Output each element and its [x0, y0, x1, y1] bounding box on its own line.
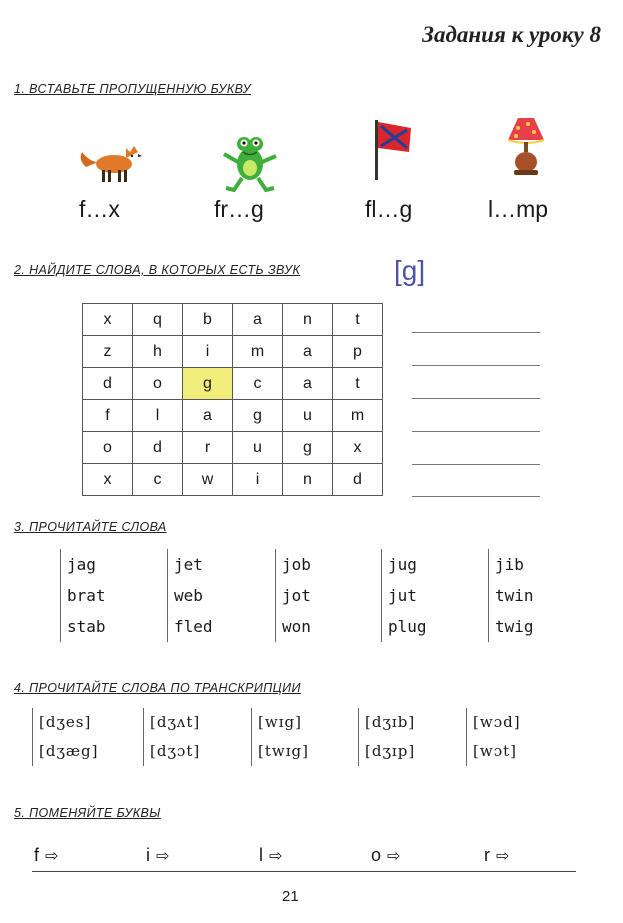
- task4-heading: 4. ПРОЧИТАЙТЕ СЛОВА ПО ТРАНСКРИПЦИИ: [14, 681, 301, 695]
- word: won: [282, 617, 311, 636]
- letter: r: [484, 845, 490, 865]
- change-item: [484, 845, 509, 866]
- grid-cell: n: [283, 464, 333, 496]
- word: fled: [174, 617, 213, 636]
- grid-cell: g: [233, 400, 283, 432]
- transcription-column: [143, 708, 200, 766]
- answer-line[interactable]: [412, 365, 540, 366]
- sound-symbol: [g]: [394, 255, 426, 286]
- grid-cell: r: [183, 432, 233, 464]
- grid-cell: c: [233, 368, 283, 400]
- grid-cell: m: [233, 336, 283, 368]
- word-lamp: l…mp: [488, 196, 549, 222]
- answer-line[interactable]: [412, 464, 540, 465]
- transcription: [wɪg]: [258, 713, 302, 731]
- grid-cell: z: [83, 336, 133, 368]
- grid-cell: m: [333, 400, 383, 432]
- task1-heading: 1. ВСТАВЬТЕ ПРОПУЩЕННУЮ БУКВУ: [14, 82, 252, 96]
- letter: f: [34, 845, 40, 865]
- grid-cell: x: [83, 464, 133, 496]
- grid-cell: a: [233, 304, 283, 336]
- transcription: [dʒes]: [39, 713, 92, 731]
- word: jet: [174, 555, 203, 574]
- letter: l: [259, 845, 263, 865]
- grid-cell: q: [133, 304, 183, 336]
- grid-cell: d: [133, 432, 183, 464]
- frog-picture: [218, 126, 288, 196]
- arrow-right-icon: ⇨: [496, 848, 510, 865]
- answer-line[interactable]: [412, 431, 540, 432]
- grid-cell: x: [83, 304, 133, 336]
- word-flag: fl…g: [365, 196, 413, 222]
- grid-cell: d: [83, 368, 133, 400]
- answer-line[interactable]: [412, 398, 540, 399]
- transcription-column: [466, 708, 521, 766]
- transcription: [wɔd]: [473, 713, 521, 731]
- change-item: [146, 845, 169, 866]
- transcription-column: [358, 708, 415, 766]
- word: jib: [495, 555, 524, 574]
- transcription: [dʒæg]: [39, 742, 99, 760]
- word: web: [174, 586, 203, 605]
- lamp-picture: [490, 112, 560, 182]
- word: twig: [495, 617, 534, 636]
- page-number: 21: [282, 888, 299, 905]
- answer-line[interactable]: [412, 496, 540, 497]
- grid-cell: a: [183, 400, 233, 432]
- grid-cell: p: [333, 336, 383, 368]
- grid-cell: d: [333, 464, 383, 496]
- word: twin: [495, 586, 534, 605]
- grid-cell: t: [333, 368, 383, 400]
- fox-picture: [76, 122, 146, 192]
- arrow-right-icon: ⇨: [156, 848, 170, 865]
- flag-picture: [365, 112, 435, 182]
- transcription: [dʒɪb]: [365, 713, 416, 731]
- word: jug: [388, 555, 417, 574]
- task2-heading: 2. НАЙДИТЕ СЛОВА, В КОТОРЫХ ЕСТЬ ЗВУК: [14, 263, 301, 277]
- grid-cell-highlighted: g: [183, 368, 233, 400]
- word-column: [60, 549, 106, 642]
- word: jot: [282, 586, 311, 605]
- grid-cell: c: [133, 464, 183, 496]
- change-item: [371, 845, 400, 866]
- arrow-right-icon: ⇨: [269, 848, 283, 865]
- answer-line[interactable]: [412, 332, 540, 333]
- grid-cell: n: [283, 304, 333, 336]
- change-item: [34, 845, 58, 866]
- word-column: [275, 549, 311, 642]
- word-column: [381, 549, 427, 642]
- transcription: [dʒɔt]: [150, 742, 201, 760]
- transcription-column: [251, 708, 309, 766]
- grid-cell: o: [83, 432, 133, 464]
- arrow-right-icon: ⇨: [387, 848, 401, 865]
- grid-cell: f: [83, 400, 133, 432]
- letter: o: [371, 845, 382, 865]
- word-column: [167, 549, 213, 642]
- word: brat: [67, 586, 106, 605]
- grid-cell: t: [333, 304, 383, 336]
- word: jut: [388, 586, 417, 605]
- grid-cell: i: [233, 464, 283, 496]
- answer-line[interactable]: [32, 871, 576, 872]
- task3-heading: 3. ПРОЧИТАЙТЕ СЛОВА: [14, 520, 167, 534]
- change-item: [259, 845, 282, 866]
- letter-grid: [82, 303, 383, 496]
- word: plug: [388, 617, 427, 636]
- grid-cell: x: [333, 432, 383, 464]
- transcription-column: [32, 708, 98, 766]
- grid-cell: a: [283, 336, 333, 368]
- word-fox: f…x: [79, 196, 120, 222]
- transcription: [dʒɪp]: [365, 742, 416, 760]
- arrow-right-icon: ⇨: [45, 848, 59, 865]
- letter: i: [146, 845, 150, 865]
- grid-cell: u: [233, 432, 283, 464]
- word-frog: fr…g: [214, 196, 264, 222]
- grid-cell: l: [133, 400, 183, 432]
- grid-cell: u: [283, 400, 333, 432]
- grid-cell: g: [283, 432, 333, 464]
- grid-cell: a: [283, 368, 333, 400]
- word-column: [488, 549, 534, 642]
- task5-heading: 5. ПОМЕНЯЙТЕ БУКВЫ: [14, 806, 161, 820]
- transcription: [dʒʌt]: [150, 713, 201, 731]
- transcription: [twɪg]: [258, 742, 309, 760]
- word: job: [282, 555, 311, 574]
- grid-cell: h: [133, 336, 183, 368]
- transcription: [wɔt]: [473, 742, 517, 760]
- grid-cell: o: [133, 368, 183, 400]
- page-title: Задания к уроку 8: [422, 22, 601, 47]
- grid-cell: b: [183, 304, 233, 336]
- word: jag: [67, 555, 96, 574]
- grid-cell: i: [183, 336, 233, 368]
- grid-cell: w: [183, 464, 233, 496]
- word: stab: [67, 617, 106, 636]
